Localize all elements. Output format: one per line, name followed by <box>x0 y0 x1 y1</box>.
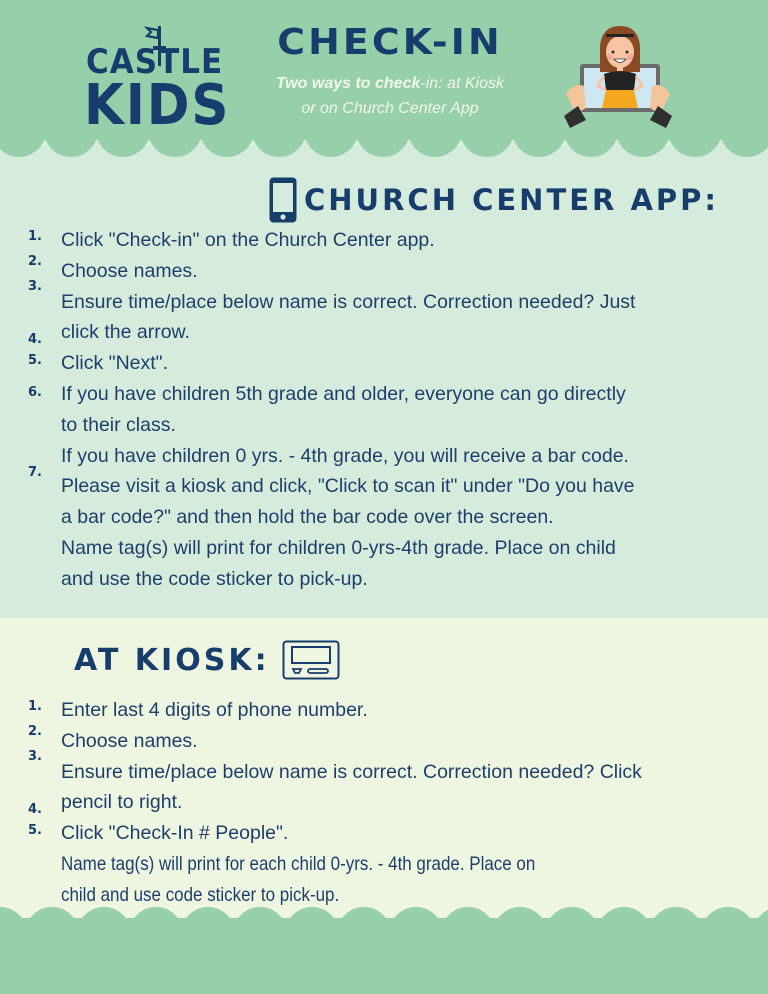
title-block <box>240 22 540 121</box>
step-number: 3. <box>28 279 42 294</box>
step-number: 4. <box>28 802 42 817</box>
woman-on-tablet-illustration <box>564 24 672 132</box>
subtitle-rest: -in: at Kiosk <box>420 75 504 92</box>
kiosk-steps <box>61 695 751 911</box>
kiosk-section <box>0 618 768 918</box>
step-number: 2. <box>28 254 42 269</box>
step-line: Ensure time/place below name is correct. Correction needed? Just <box>61 290 636 313</box>
step-line: a bar code?" and then hold the bar code over the screen. <box>61 506 554 529</box>
logo-kids-text: KIDS <box>84 73 231 138</box>
step-number: 6. <box>28 385 42 400</box>
step-line: Click "Check-in" on the Church Center app. <box>61 229 435 251</box>
page-subtitle <box>240 71 540 121</box>
step-number: 4. <box>28 332 42 347</box>
step-line: If you have children 5th grade and older, everyone can go directly <box>61 382 626 405</box>
kiosk-heading <box>74 640 340 680</box>
step-number: 1. <box>28 229 42 244</box>
subtitle-line2: or on Church Center App <box>301 100 479 117</box>
kiosk-terminal-icon <box>282 640 340 680</box>
kiosk-heading-text: AT KIOSK: <box>74 642 270 678</box>
step-number: 3. <box>28 749 42 764</box>
castle-kids-logo <box>82 24 231 138</box>
step-line: Enter last 4 digits of phone number. <box>61 699 368 721</box>
step-line: click the arrow. <box>61 321 190 344</box>
scallop-divider-top <box>0 140 768 160</box>
step-line: Click "Check-In # People". <box>61 822 289 845</box>
step-number: 5. <box>28 823 42 838</box>
step-line: Please visit a kiosk and click, "Click to scan it" under "Do you have <box>61 475 635 498</box>
smartphone-icon <box>268 176 298 224</box>
church-center-heading <box>268 176 719 224</box>
step-line: Click "Next". <box>61 352 169 375</box>
logo-castle-text: CASTLE <box>86 42 224 82</box>
subtitle-bold: Two ways to check <box>276 75 421 92</box>
step-line: Choose names. <box>61 729 198 752</box>
step-line: Name tag(s) will print for children 0-yrs-4th grade. Place on child <box>61 536 616 559</box>
step-number: 7. <box>28 465 42 480</box>
page-title: CHECK-IN <box>277 22 503 63</box>
step-line: Name tag(s) will print for each child 0-yrs. - 4th grade. Place on <box>61 852 536 875</box>
step-line: to their class. <box>61 413 176 436</box>
church-center-heading-text: CHURCH CENTER APP: <box>304 183 720 217</box>
step-line: and use the code sticker to pick-up. <box>61 567 368 590</box>
step-line: Ensure time/place below name is correct. Correction needed? Click <box>61 760 642 783</box>
step-number: 1. <box>28 699 42 714</box>
footer-scallop-band <box>0 918 768 994</box>
step-number: 2. <box>28 724 42 739</box>
step-line: pencil to right. <box>61 791 183 814</box>
step-number: 5. <box>28 353 42 368</box>
step-line: child and use code sticker to pick-up. <box>61 883 340 906</box>
church-center-section <box>0 160 768 618</box>
step-line: If you have children 0 yrs. - 4th grade, you will receive a bar code. <box>61 444 629 467</box>
step-line: Choose names. <box>61 259 198 282</box>
church-center-steps <box>61 225 751 595</box>
